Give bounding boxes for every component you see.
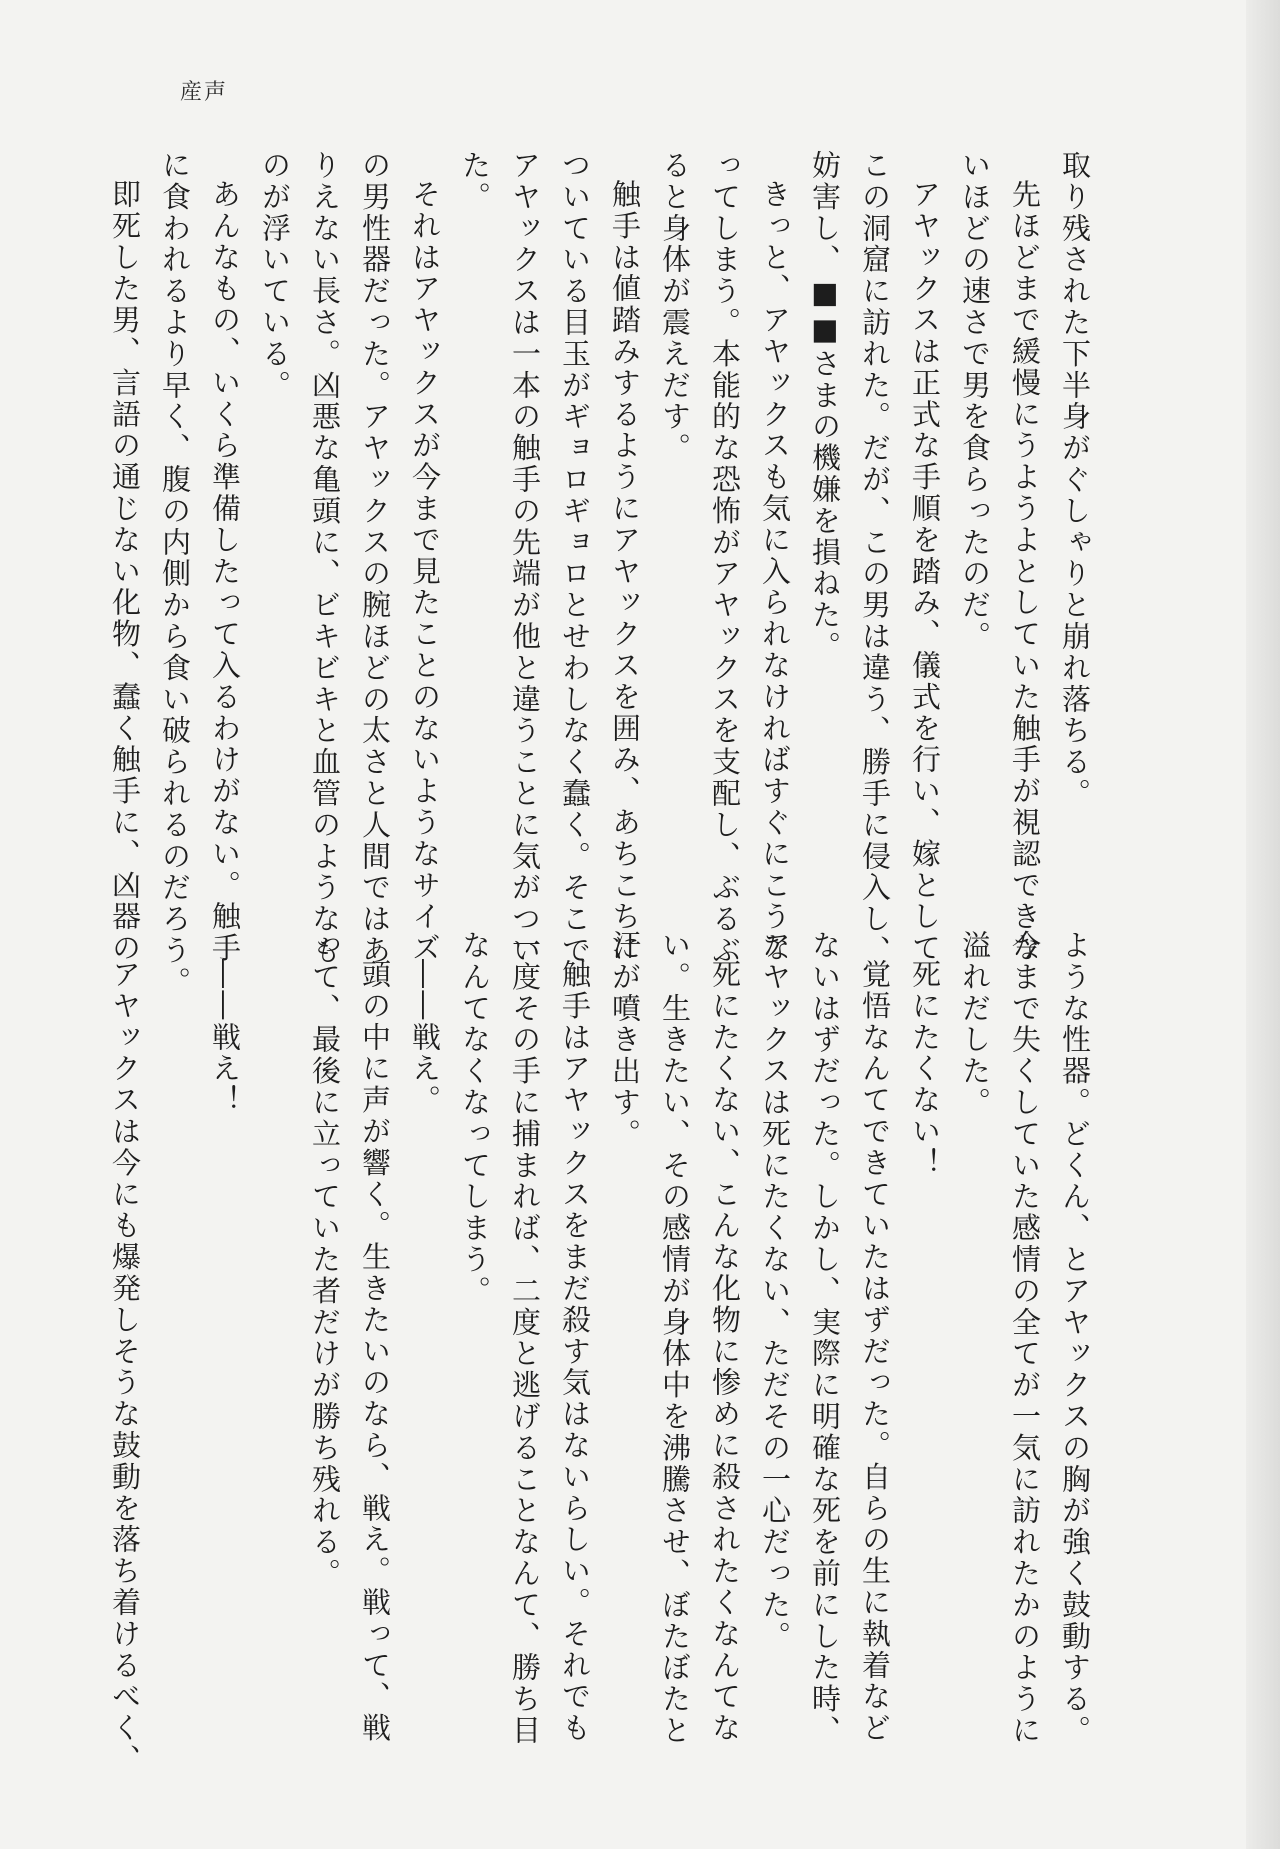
text-line: 汗が噴き出す。 [608, 930, 642, 1150]
text-line: ってしまう。本能的な恐怖がアヤックスを支配し、ぶるぶ [708, 150, 742, 967]
text-line: 今まで失くしていた感情の全てが一気に訪れたかのように [1008, 930, 1042, 1747]
text-line: 覚悟なんてできていたはずだった。自らの生に執着など [858, 959, 892, 1744]
text-line: アヤックスは正式な手順を踏み、儀式を行い、嫁として [908, 179, 942, 964]
text-line: それはアヤックスが今まで見たことのないようなサイズ [408, 179, 442, 964]
text-line: ると身体が震えだす。 [658, 150, 692, 464]
text-line: 溢れだした。 [958, 930, 992, 1119]
text-line [250, 930, 300, 1460]
text-line: いほどの速さで男を食らったのだ。 [958, 150, 992, 653]
text-line: この洞窟に訪れた。だが、この男は違う、勝手に侵入し、 [858, 150, 892, 967]
text-line: ような性器。どくん、とアヤックスの胸が強く鼓動する。 [1058, 930, 1092, 1747]
running-header: 産声 [180, 80, 229, 105]
text-line: のが浮いている。 [258, 150, 292, 402]
text-line: 触手は値踏みするようにアヤックスを囲み、あちこちに [608, 179, 642, 964]
text-line: ついている目玉がギョロギョロとせわしなく蠢く。そこで [558, 150, 592, 967]
text-block-upper [100, 150, 1100, 998]
text-line: 触手はアヤックスをまだ殺す気はないらしい。それでも [558, 959, 592, 1744]
text-line: の男性器だった。アヤックスの腕ほどの太さと人間ではあ [358, 150, 392, 967]
text-line: に食われるより早く、腹の内側から食い破られるのだろう。 [158, 150, 192, 998]
text-line: なんてなくなってしまう。 [458, 930, 492, 1307]
text-line: 一度その手に捕まれば、二度と逃げることなんて、勝ち目 [508, 930, 542, 1747]
text-line: い。生きたい、その感情が身体中を沸騰させ、ぼたぼたと [658, 930, 692, 1747]
text-line: ――戦え！ [208, 959, 242, 1116]
text-line: 即死した男、言語の通じない化物、蠢く触手に、凶器の [108, 179, 142, 964]
text-line: 先ほどまで緩慢にうようよとしていた触手が視認できな [1008, 179, 1042, 964]
text-line: アヤックスは今にも爆発しそうな鼓動を落ち着けるべく、 [108, 959, 142, 1776]
text-line: 頭の中に声が響く。生きたいのなら、戦え。戦って、戦 [358, 959, 392, 1744]
text-line: 妨害し、■■さまの機嫌を損ねた。 [808, 150, 842, 663]
text-line: アヤックスは死にたくない、ただその一心だった。 [758, 930, 792, 1653]
page-edge-shadow [1246, 0, 1280, 1849]
text-line: きっと、アヤックスも気に入られなければすぐにこうな [758, 179, 792, 964]
text-line: 死にたくない！ [908, 959, 942, 1179]
text-line: ――戦え。 [408, 959, 442, 1116]
text-line: た。 [458, 150, 492, 213]
text-line: りえない長さ。凶悪な亀頭に、ビキビキと血管のようなも [308, 150, 342, 967]
text-line: ないはずだった。しかし、実際に明確な死を前にした時、 [808, 930, 842, 1747]
text-line: って、最後に立っていた者だけが勝ち残れる。 [308, 930, 342, 1590]
text-line [150, 930, 200, 1460]
text-line: 取り残された下半身がぐしゃりと崩れ落ちる。 [1058, 150, 1092, 810]
text-block-lower [100, 930, 1100, 1776]
text-line: 死にたくない、こんな化物に惨めに殺されたくなんてな [708, 959, 742, 1744]
text-line: あんなもの、いくら準備したって入るわけがない。触手 [208, 179, 242, 964]
text-line: アヤックスは一本の触手の先端が他と違うことに気がつい [508, 150, 542, 967]
